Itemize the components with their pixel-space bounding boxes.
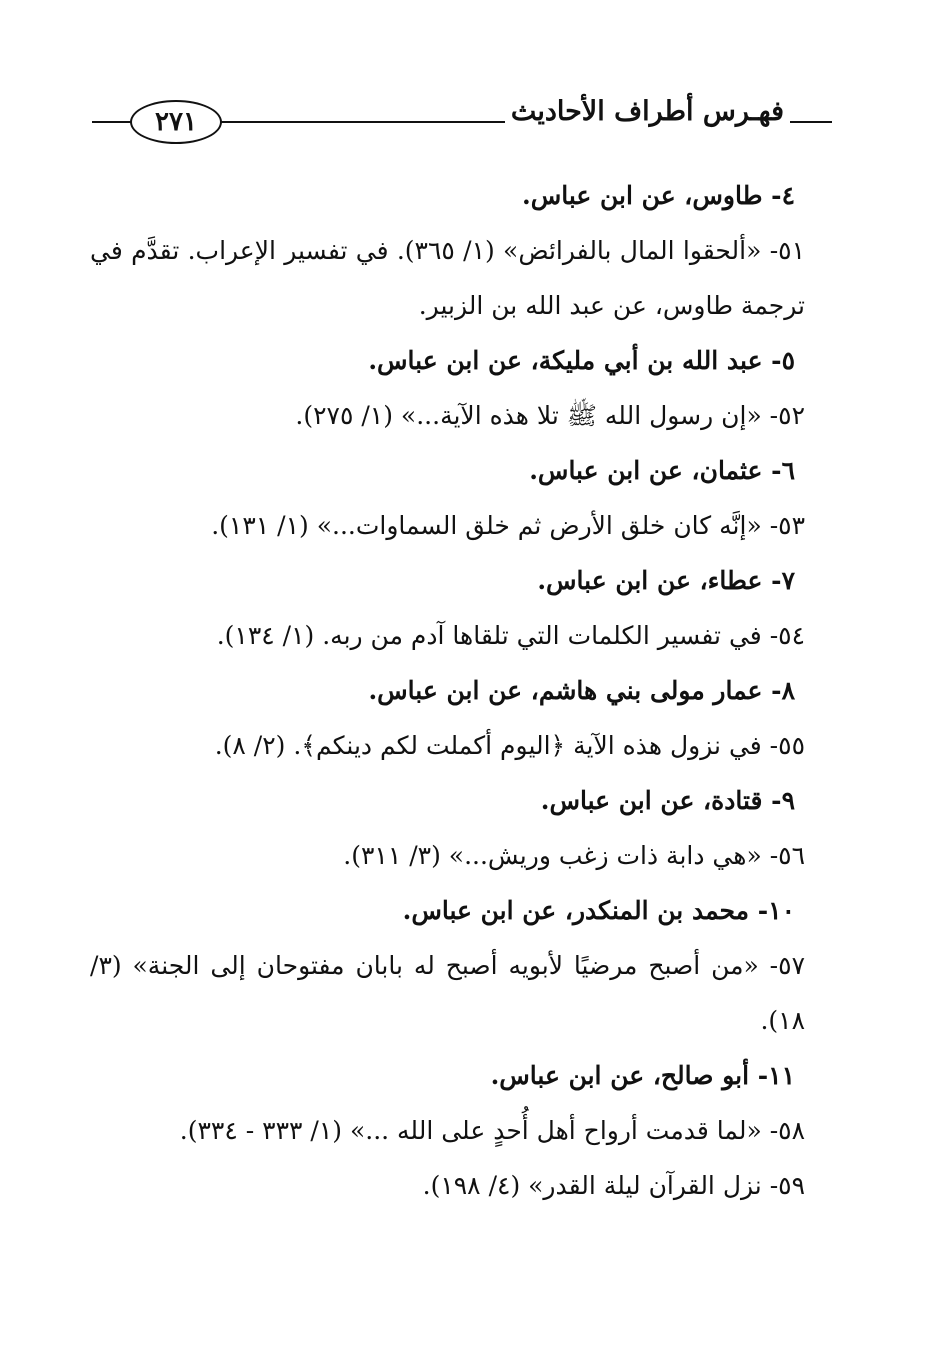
narrator-heading: ٧- عطاء، عن ابن عباس. [537,566,795,595]
narrator-heading: ١١- أبو صالح، عن ابن عباس. [490,1061,795,1090]
narrator-heading: ٥- عبد الله بن أبي مليكة، عن ابن عباس. [368,346,795,375]
hadith-entry: ٥٧- «من أصبح مرضيًا لأبويه أصبح له بابان مفتوحان إلى الجنة» (٣/ ١٨). [90,951,805,1035]
header-title: فهـرس أطراف الأحاديث [505,92,790,132]
page-number: ٢٧١ [130,100,222,144]
hadith-entry: ٥٢- «إن رسول الله ﷺ تلا هذه الآية...» (١/ ٢٧٥). [295,401,805,430]
narrator-heading: ١٠- محمد بن المنكدر، عن ابن عباس. [402,896,795,925]
narrator-heading: ٩- قتادة، عن ابن عباس. [540,786,795,815]
hadith-entry: ٥٤- في تفسير الكلمات التي تلقاها آدم من ربه. (١/ ١٣٤). [216,621,805,650]
index-content [90,168,835,1213]
hadith-entry: ٥٨- «لما قدمت أرواح أهل أُحدٍ على الله ...» (١/ ٣٣٣ - ٣٣٤). [179,1116,805,1145]
narrator-heading: ٤- طاوس، عن ابن عباس. [522,181,795,210]
narrator-heading: ٨- عمار مولى بني هاشم، عن ابن عباس. [368,676,795,705]
page-header [92,92,832,152]
hadith-entry: ٥٦- «هي دابة ذات زغب وريش...» (٣/ ٣١١). [343,841,805,870]
hadith-entry: ٥٥- في نزول هذه الآية ﴿اليوم أكملت لكم دينكم﴾. (٢/ ٨). [214,731,805,760]
hadith-entry: ٥٣- «إنَّه كان خلق الأرض ثم خلق السماوات...» (١/ ١٣١). [211,511,805,540]
narrator-heading: ٦- عثمان، عن ابن عباس. [529,456,795,485]
hadith-entry: ٥١- «ألحقوا المال بالفرائض» (١/ ٣٦٥). في تفسير الإعراب. تقدَّم في ترجمة طاوس، عن عبد الله بن الزبير. [90,236,805,320]
hadith-entry: ٥٩- نزل القرآن ليلة القدر» (٤/ ١٩٨). [422,1171,805,1200]
